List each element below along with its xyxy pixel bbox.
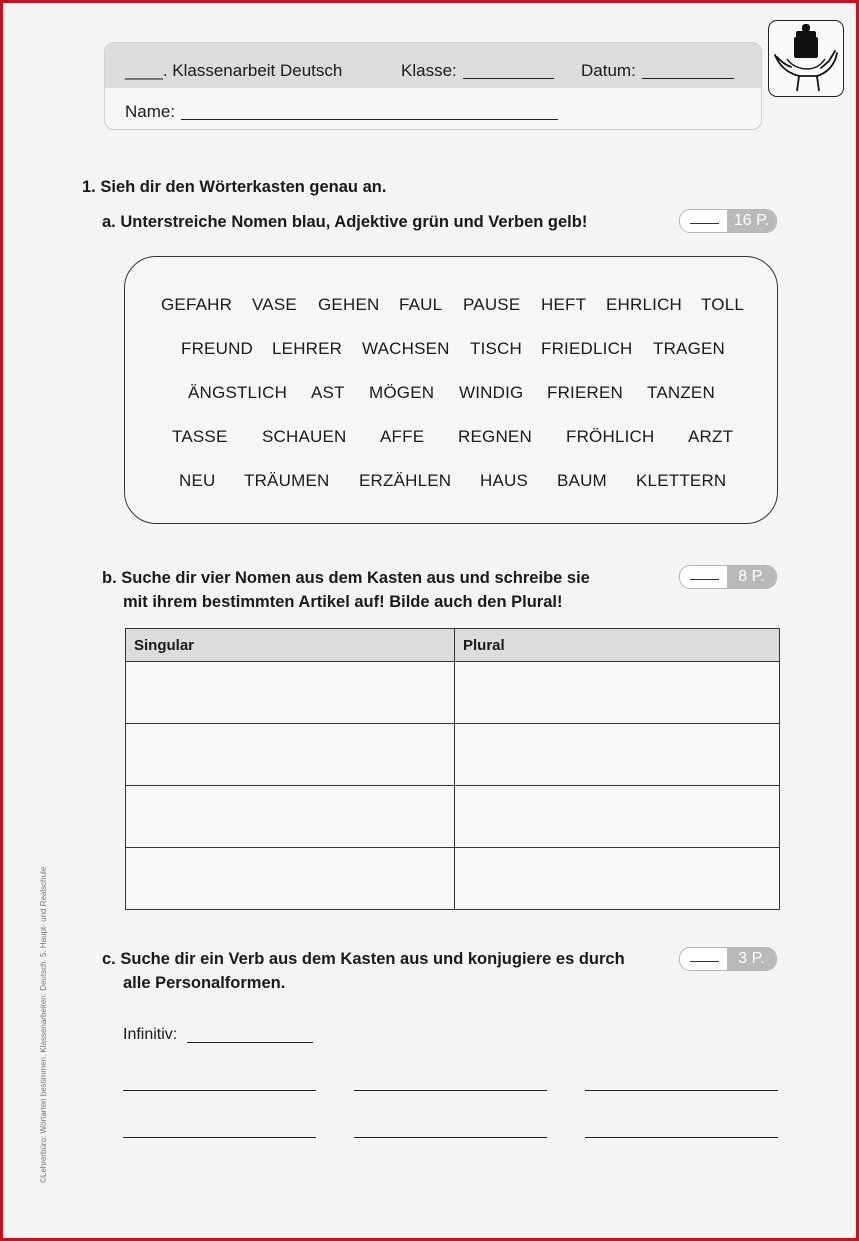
date-label: Datum: <box>581 61 636 80</box>
column-header-plural: Plural <box>455 629 780 662</box>
task-1-text: Sieh dir den Wörterkasten genau an. <box>100 178 387 196</box>
date-field[interactable] <box>642 64 734 79</box>
word: LEHRER <box>272 339 343 358</box>
word: ARZT <box>688 427 734 446</box>
plural-cell[interactable] <box>455 786 780 848</box>
points-badge-c <box>679 947 777 971</box>
conjugation-line[interactable] <box>585 1137 778 1138</box>
task-c-line-1: Suche dir ein Verb aus dem Kasten aus und konjugiere es durch <box>120 950 625 968</box>
infinitive-field[interactable] <box>187 1042 313 1043</box>
task-c-line-2: alle Personalformen. <box>123 974 286 992</box>
singular-cell[interactable] <box>126 662 455 724</box>
table-row <box>126 848 780 910</box>
hand-holding-weight-icon <box>769 21 843 96</box>
class-field[interactable] <box>463 64 554 79</box>
copyright-note: ©Lehrerbüro: Wörtarten bestimmen. Klassenarbeiten: Deutsch. 5. Haupt- und Realschule <box>39 866 48 1183</box>
conjugation-line[interactable] <box>123 1090 316 1091</box>
word: SCHAUEN <box>262 427 347 446</box>
word: TRÄUMEN <box>244 471 330 490</box>
plural-cell[interactable] <box>455 848 780 910</box>
points-field-c[interactable] <box>690 961 719 962</box>
word: WINDIG <box>459 383 524 402</box>
plural-cell[interactable] <box>455 662 780 724</box>
points-field-a[interactable] <box>690 223 719 224</box>
word: MÖGEN <box>369 383 435 402</box>
word: KLETTERN <box>636 471 727 490</box>
column-header-singular: Singular <box>126 629 455 662</box>
infinitive-label: Infinitiv: <box>123 1026 178 1043</box>
task-b-line-1: Suche dir vier Nomen aus dem Kasten aus und schreibe sie <box>121 569 590 587</box>
task-b-heading <box>102 566 590 590</box>
word: VASE <box>252 295 297 314</box>
word: GEFAHR <box>161 295 233 314</box>
table-header-row <box>126 629 780 662</box>
word: TASSE <box>172 427 228 446</box>
word: HAUS <box>480 471 529 490</box>
word-box <box>124 256 778 524</box>
conjugation-line[interactable] <box>354 1137 547 1138</box>
logo-box <box>768 20 844 97</box>
word: TRAGEN <box>653 339 726 358</box>
conjugation-line[interactable] <box>585 1090 778 1091</box>
word: GEHEN <box>318 295 380 314</box>
word: HEFT <box>541 295 587 314</box>
word: FREUND <box>181 339 254 358</box>
task-a-heading <box>102 210 587 234</box>
conjugation-line[interactable] <box>354 1090 547 1091</box>
conjugation-line[interactable] <box>123 1137 316 1138</box>
word: NEU <box>179 471 216 490</box>
table-row <box>126 662 780 724</box>
table-row <box>126 724 780 786</box>
word: FAUL <box>399 295 443 314</box>
task-a-letter: a. <box>102 213 116 231</box>
task-1-heading <box>82 175 386 199</box>
table-row <box>126 786 780 848</box>
word: FRÖHLICH <box>566 427 655 446</box>
word: FRIEREN <box>547 383 624 402</box>
task-c-heading <box>102 947 625 971</box>
points-value-a: 16 P. <box>727 210 776 232</box>
plural-cell[interactable] <box>455 724 780 786</box>
worksheet-page <box>3 3 856 1238</box>
noun-table <box>125 628 780 910</box>
word: BAUM <box>557 471 607 490</box>
points-badge-a <box>679 209 777 233</box>
word: TOLL <box>701 295 745 314</box>
task-b-line-2: mit ihrem bestimmten Artikel auf! Bilde auch den Plural! <box>123 593 563 611</box>
word: AFFE <box>380 427 425 446</box>
singular-cell[interactable] <box>126 848 455 910</box>
word: PAUSE <box>463 295 521 314</box>
points-value-c: 3 P. <box>727 948 776 970</box>
task-1-number: 1. <box>82 178 96 196</box>
word: ÄNGSTLICH <box>188 383 288 402</box>
word: TISCH <box>470 339 522 358</box>
header-box <box>104 42 762 130</box>
word: FRIEDLICH <box>541 339 633 358</box>
task-b-letter: b. <box>102 569 117 587</box>
task-c-letter: c. <box>102 950 116 968</box>
word: AST <box>311 383 345 402</box>
singular-cell[interactable] <box>126 786 455 848</box>
points-badge-b <box>679 565 777 589</box>
word: REGNEN <box>458 427 532 446</box>
points-value-b: 8 P. <box>727 566 776 588</box>
word: EHRLICH <box>606 295 683 314</box>
points-field-b[interactable] <box>690 579 719 580</box>
word: TANZEN <box>647 383 715 402</box>
singular-cell[interactable] <box>126 724 455 786</box>
name-field[interactable] <box>181 105 558 120</box>
name-label: Name: <box>125 102 176 121</box>
word: ERZÄHLEN <box>359 471 452 490</box>
class-label: Klasse: <box>401 61 457 80</box>
header-title: ____. Klassenarbeit Deutsch <box>125 61 343 80</box>
word: WACHSEN <box>362 339 450 358</box>
task-a-text: Unterstreiche Nomen blau, Adjektive grün und Verben gelb! <box>120 213 588 231</box>
